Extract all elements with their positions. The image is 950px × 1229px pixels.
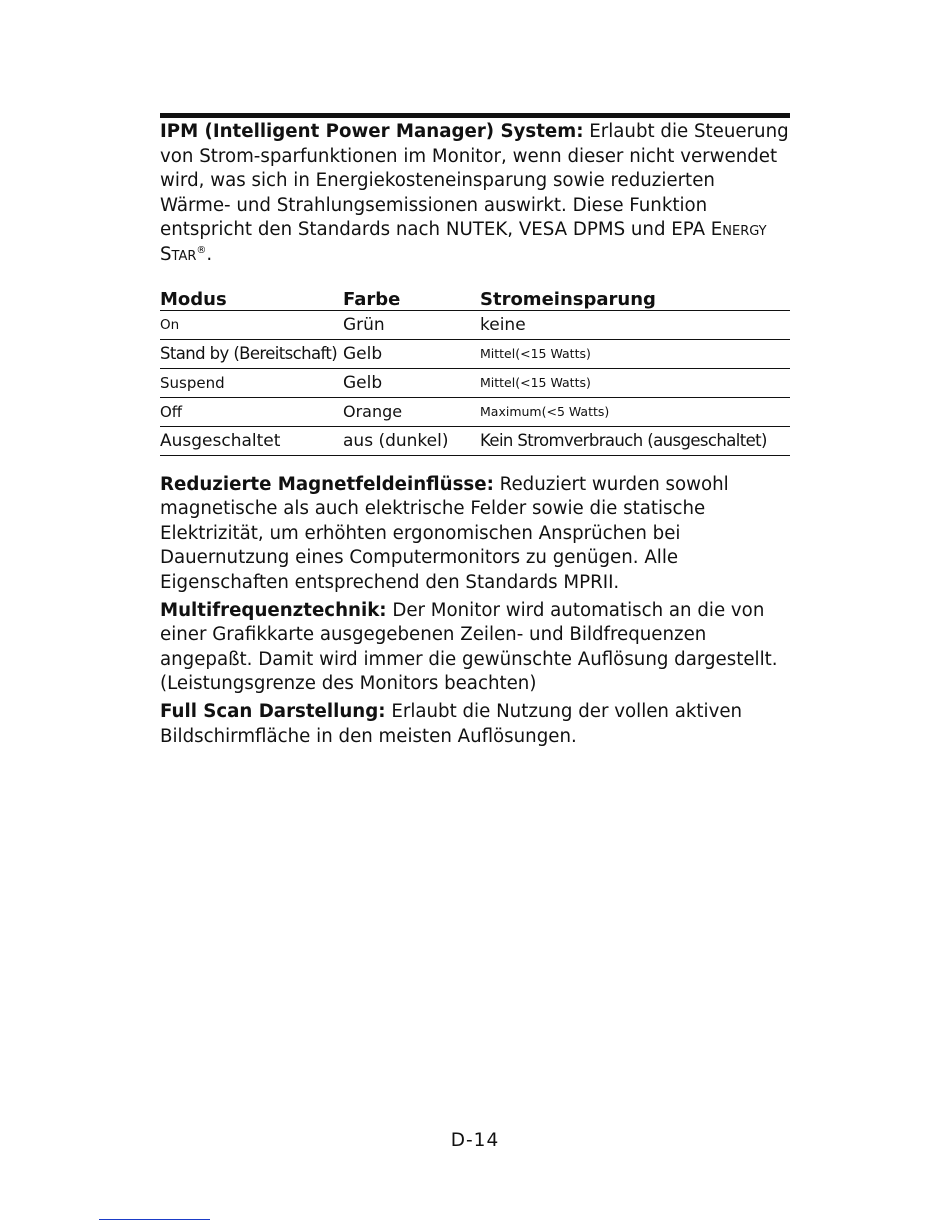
cell-strom: Kein Stromverbrauch (ausgeschaltet) [480,426,790,455]
ipm-paragraph [160,120,790,268]
cell-farbe: Gelb [343,339,480,368]
multifrequenz-text: Der Monitor wird automatisch an die von einer Grafikkarte ausgegebenen Zeilen- und Bildfrequenzen angepaßt. Damit wird immer die gewünschte Auflösung dargestellt. (Leistungsgrenze des Monitors beachten) [160,599,778,695]
registered-mark: ® [196,244,207,256]
header-modus: Modus [160,281,343,311]
cell-modus: Ausgeschaltet [160,426,343,455]
fullscan-heading: Full Scan Darstellung: [160,700,386,722]
page-number: D-14 [450,1130,500,1151]
table-row [160,397,790,426]
cell-farbe: Orange [343,397,480,426]
cell-modus: Suspend [160,368,343,397]
page-content [160,120,790,749]
cell-strom: Maximum(<5 Watts) [480,397,790,426]
magnetfeld-paragraph [160,473,790,596]
cell-modus: Off [160,397,343,426]
feature-paragraphs [160,473,790,750]
magnetfeld-heading: Reduzierte Magnetfeldeinflüsse: [160,473,494,495]
table-row [160,368,790,397]
energy-star-label: Energy Star [160,219,767,265]
cell-strom: Mittel(<15 Watts) [480,368,790,397]
cell-farbe: aus (dunkel) [343,426,480,455]
table-header-row [160,281,790,311]
cell-modus: On [160,310,343,339]
cell-strom: keine [480,310,790,339]
ipm-end: . [206,243,213,265]
ipm-text: Erlaubt die Steuerung von Strom-sparfunktionen im Monitor, wenn dieser nicht verwendet wird, was sich in Energiekosteneinsparung sowie reduzierten Wärme- und Strahlungsemissionen auswirkt. Diese Funktion entspricht den Standards nach NUTEK, VESA DPMS und EPA [160,121,789,241]
cell-modus: Stand by (Bereitschaft) [160,339,343,368]
table-row [160,426,790,455]
header-farbe: Farbe [343,281,480,311]
table-row [160,310,790,339]
cell-farbe: Gelb [343,368,480,397]
table-row [160,339,790,368]
fullscan-text: Erlaubt die Nutzung der vollen aktiven Bildschirmfläche in den meisten Auflösungen. [160,700,743,747]
ipm-heading: IPM (Intelligent Power Manager) System: [160,121,584,142]
footer-underline [99,1219,210,1220]
cell-farbe: Grün [343,310,480,339]
magnetfeld-text: Reduziert wurden sowohl magnetische als auch elektrische Felder sowie die statische Elektrizität, um erhöhten ergonomischen Ansprüchen bei Dauernutzung eines Computermonitors zu genügen. Alle Eigenschaften entsprechend den Standards MPRII. [160,473,729,593]
fullscan-paragraph [160,700,790,749]
multifrequenz-heading: Multifrequenztechnik: [160,599,387,621]
power-modes-table [160,281,790,456]
top-rule [160,113,790,118]
cell-strom: Mittel(<15 Watts) [480,339,790,368]
multifrequenz-paragraph [160,599,790,697]
header-stromeinsparung: Stromeinsparung [480,281,790,311]
